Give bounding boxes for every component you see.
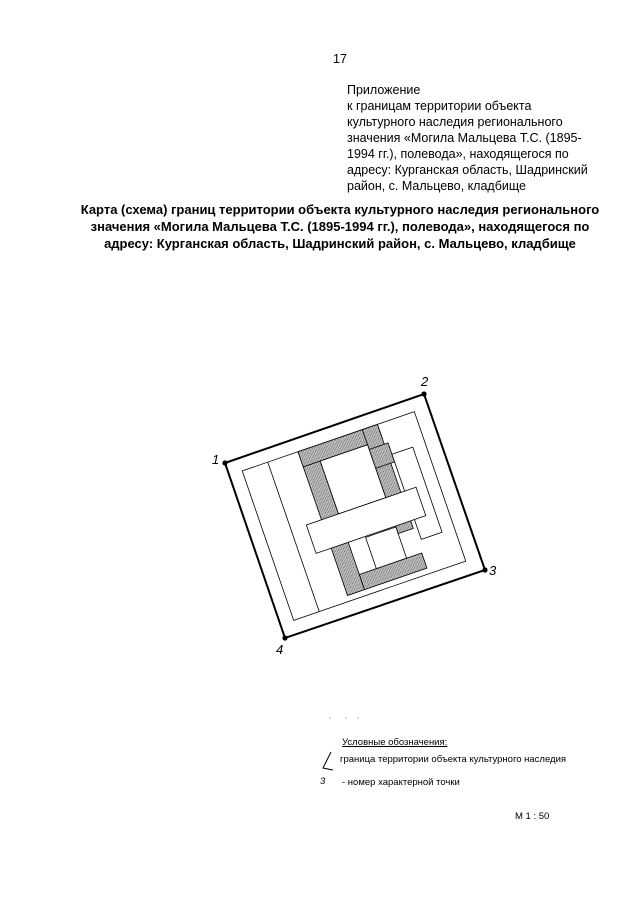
legend-point-label: - номер характерной точки xyxy=(342,777,460,788)
appendix-line: Приложение xyxy=(347,83,421,97)
appendix-line: значения «Могила Мальцева Т.С. (1895- xyxy=(347,131,582,145)
legend-boundary-symbol xyxy=(323,752,333,770)
point-label-2: 2 xyxy=(421,374,429,389)
map-title-line: адресу: Курганская область, Шадринский район, с. Мальцево, кладбище xyxy=(104,236,576,251)
legend-boundary-label: граница территории объекта культурного наследия xyxy=(340,754,567,765)
point-label-3: 3 xyxy=(489,563,497,578)
map-title-line: значения «Могила Мальцева Т.С. (1895-1994 гг.), полевода», находящегося по xyxy=(90,219,590,234)
point-2-marker xyxy=(421,391,426,396)
point-3-marker xyxy=(482,567,487,572)
appendix-line: район, с. Мальцево, кладбище xyxy=(347,179,526,193)
appendix-line: к границам территории объекта xyxy=(347,99,532,113)
point-label-4: 4 xyxy=(276,642,284,657)
page-number: 17 xyxy=(333,52,347,66)
point-1-marker xyxy=(222,460,227,465)
appendix-line: адресу: Курганская область, Шадринский xyxy=(347,163,588,177)
grave-plan xyxy=(242,412,466,621)
point-label-1: 1 xyxy=(212,452,220,467)
appendix-line: культурного наследия регионального xyxy=(347,115,563,129)
point-4-marker xyxy=(282,635,287,640)
appendix-line: 1994 гг.), полевода», находящегося по xyxy=(347,147,569,161)
legend-point-symbol: 3 xyxy=(320,776,326,787)
map-scale: М 1 : 50 xyxy=(515,811,550,822)
legend-title: Условные обозначения: xyxy=(342,737,448,748)
map-title-line: Карта (схема) границ территории объекта культурного наследия регионального xyxy=(80,202,600,217)
